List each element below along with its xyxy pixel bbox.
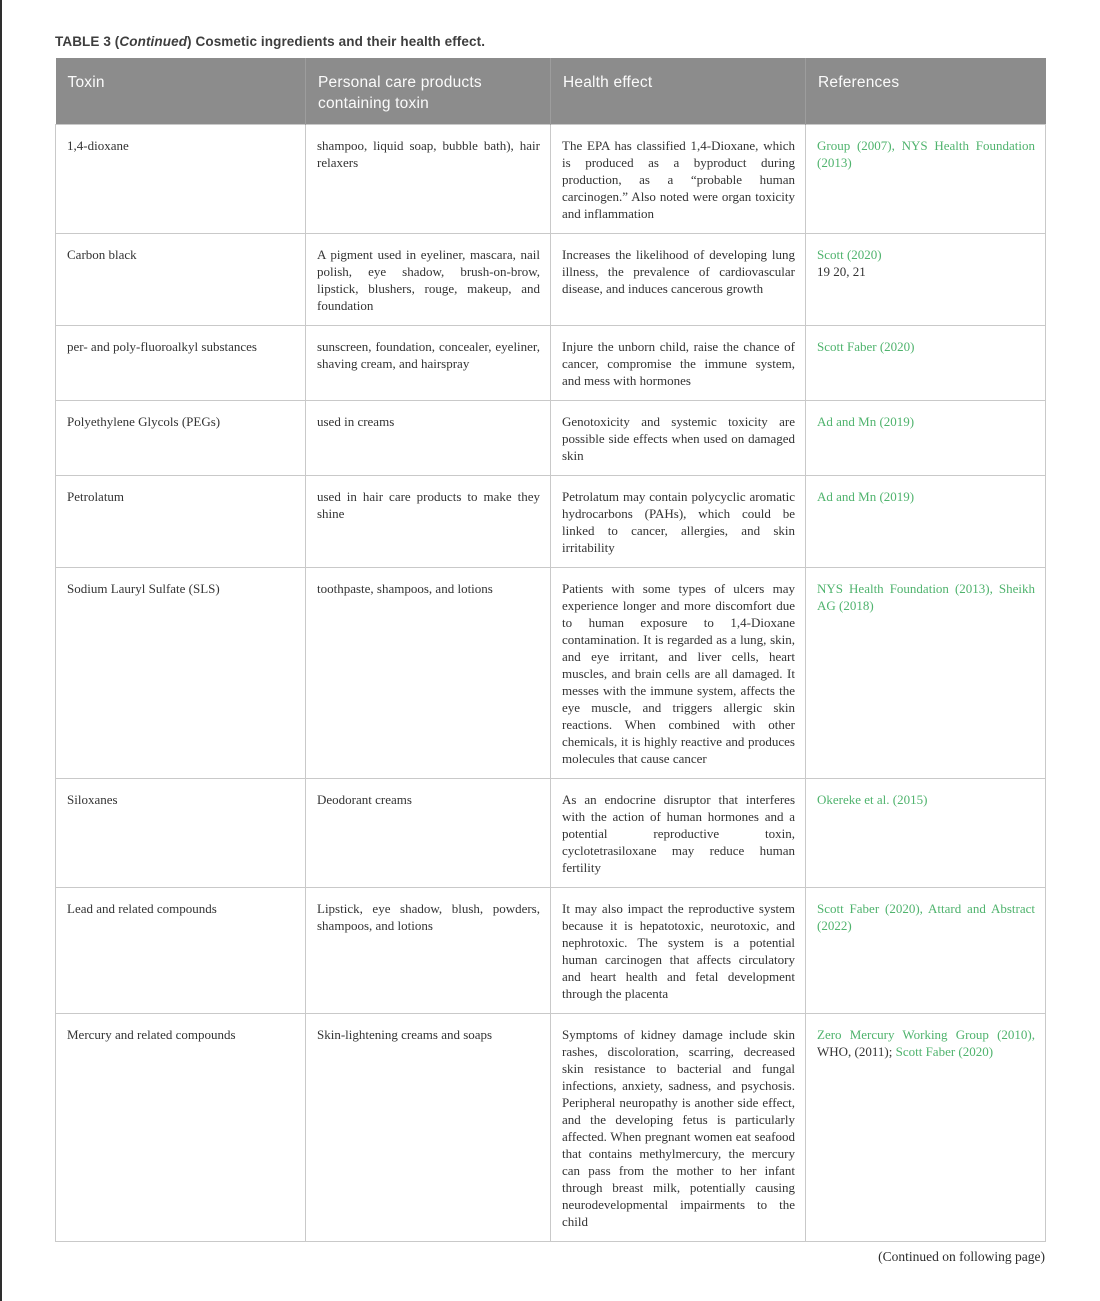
references-cell: [806, 326, 1046, 401]
health-effect-cell: Symptoms of kidney damage include skin rashes, discoloration, scarring, decreased skin resistance to bacterial and fungal infections, anxiety, sadness, and psychosis. Peripheral neuropathy is another side effect, and the developing fetus is particularly affected. When pregnant women eat seafood that contains methylmercury, the mercury can pass from the mother to her infant through breast milk, potentially causing neurodevelopmental impairments to the child: [551, 1014, 806, 1242]
page-edge-line: [0, 0, 2, 1301]
table-row: [56, 568, 1046, 779]
products-cell: Skin-lightening creams and soaps: [306, 1014, 551, 1242]
toxin-cell: 1,4-dioxane: [56, 125, 306, 234]
header-row: [56, 58, 1046, 125]
toxin-cell: Sodium Lauryl Sulfate (SLS): [56, 568, 306, 779]
toxin-cell: Polyethylene Glycols (PEGs): [56, 401, 306, 476]
products-cell: used in hair care products to make they shine: [306, 476, 551, 568]
column-header-health-effect: Health effect: [551, 58, 806, 125]
reference-citation-link[interactable]: NYS Health Foundation (2013), Sheikh AG (2018): [817, 581, 1035, 613]
toxin-cell: Siloxanes: [56, 779, 306, 888]
reference-citation-link[interactable]: Scott Faber (2020): [895, 1044, 994, 1059]
column-header-toxin: Toxin: [56, 58, 306, 125]
health-effect-cell: Injure the unborn child, raise the chance of cancer, compromise the immune system, and mess with hormones: [551, 326, 806, 401]
references-cell: [806, 234, 1046, 326]
references-cell: [806, 125, 1046, 234]
health-effect-cell: Patients with some types of ulcers may experience longer and more discomfort due to human exposure to 1,4-Dioxane contamination. It is regarded as a lung, skin, and eye irritant, and liver cells, heart muscles, and brain cells are all damaged. It messes with the immune system, affects the eye muscle, and triggers allergic skin reactions. When combined with other chemicals, it is highly reactive and produces molecules that cause cancer: [551, 568, 806, 779]
table-caption-suffix: ) Cosmetic ingredients and their health effect.: [187, 34, 486, 49]
health-effect-cell: Increases the likelihood of developing lung illness, the prevalence of cardiovascular disease, and induces cancerous growth: [551, 234, 806, 326]
reference-citation-link[interactable]: Zero Mercury Working Group (2010),: [817, 1027, 1035, 1042]
reference-citation-link[interactable]: Okereke et al. (2015): [817, 792, 928, 807]
table-row: [56, 326, 1046, 401]
reference-citation-link[interactable]: Group (2007), NYS Health Foundation (2013): [817, 138, 1035, 170]
health-effect-cell: The EPA has classified 1,4-Dioxane, which is produced as a byproduct during production, as a “probable human carcinogen.” Also noted were organ toxicity and inflammation: [551, 125, 806, 234]
column-header-products: Personal care products containing toxin: [306, 58, 551, 125]
references-cell: [806, 401, 1046, 476]
cosmetic-ingredients-table: [55, 58, 1046, 1242]
toxin-cell: Lead and related compounds: [56, 888, 306, 1014]
table-header: [56, 58, 1046, 125]
reference-citation-link[interactable]: Ad and Mn (2019): [817, 414, 915, 429]
products-cell: Deodorant creams: [306, 779, 551, 888]
references-cell: [806, 476, 1046, 568]
page: [55, 34, 1045, 1265]
table-body: [56, 125, 1046, 1242]
table-row: [56, 888, 1046, 1014]
reference-plain-text: WHO, (2011);: [817, 1044, 896, 1059]
table-caption-continued: Continued: [119, 34, 188, 49]
health-effect-cell: Genotoxicity and systemic toxicity are possible side effects when used on damaged skin: [551, 401, 806, 476]
table-row: [56, 779, 1046, 888]
products-cell: Lipstick, eye shadow, blush, powders, shampoos, and lotions: [306, 888, 551, 1014]
health-effect-cell: As an endocrine disruptor that interferes with the action of human hormones and a potential reproductive toxin, cyclotetrasiloxane may reduce human fertility: [551, 779, 806, 888]
references-cell: [806, 1014, 1046, 1242]
table-row: [56, 476, 1046, 568]
products-cell: used in creams: [306, 401, 551, 476]
reference-plain-text: 19 20, 21: [817, 264, 866, 279]
reference-citation-link[interactable]: Scott (2020): [817, 247, 882, 262]
products-cell: shampoo, liquid soap, bubble bath), hair relaxers: [306, 125, 551, 234]
products-cell: toothpaste, shampoos, and lotions: [306, 568, 551, 779]
toxin-cell: Petrolatum: [56, 476, 306, 568]
table-caption: [55, 34, 1045, 49]
references-cell: [806, 779, 1046, 888]
table-row: [56, 1014, 1046, 1242]
reference-citation-link[interactable]: Scott Faber (2020): [817, 339, 915, 354]
table-row: [56, 401, 1046, 476]
references-cell: [806, 888, 1046, 1014]
table-caption-prefix: TABLE 3 (: [55, 34, 120, 49]
products-cell: sunscreen, foundation, concealer, eyeliner, shaving cream, and hairspray: [306, 326, 551, 401]
health-effect-cell: It may also impact the reproductive system because it is hepatotoxic, neurotoxic, and nephrotoxic. The system is a potential human carcinogen that affects circulatory and heart health and fetal development through the placenta: [551, 888, 806, 1014]
toxin-cell: per- and poly-fluoroalkyl substances: [56, 326, 306, 401]
toxin-cell: Mercury and related compounds: [56, 1014, 306, 1242]
reference-citation-link[interactable]: Scott Faber (2020), Attard and Abstract (2022): [817, 901, 1035, 933]
column-header-references: References: [806, 58, 1046, 125]
reference-citation-link[interactable]: Ad and Mn (2019): [817, 489, 915, 504]
health-effect-cell: Petrolatum may contain polycyclic aromatic hydrocarbons (PAHs), which could be linked to cancer, allergies, and skin irritability: [551, 476, 806, 568]
continued-note: (Continued on following page): [878, 1249, 1045, 1264]
references-cell: [806, 568, 1046, 779]
toxin-cell: Carbon black: [56, 234, 306, 326]
products-cell: A pigment used in eyeliner, mascara, nail polish, eye shadow, brush-on-brow, lipstick, blushers, rouge, makeup, and foundation: [306, 234, 551, 326]
table-row: [56, 125, 1046, 234]
table-row: [56, 234, 1046, 326]
